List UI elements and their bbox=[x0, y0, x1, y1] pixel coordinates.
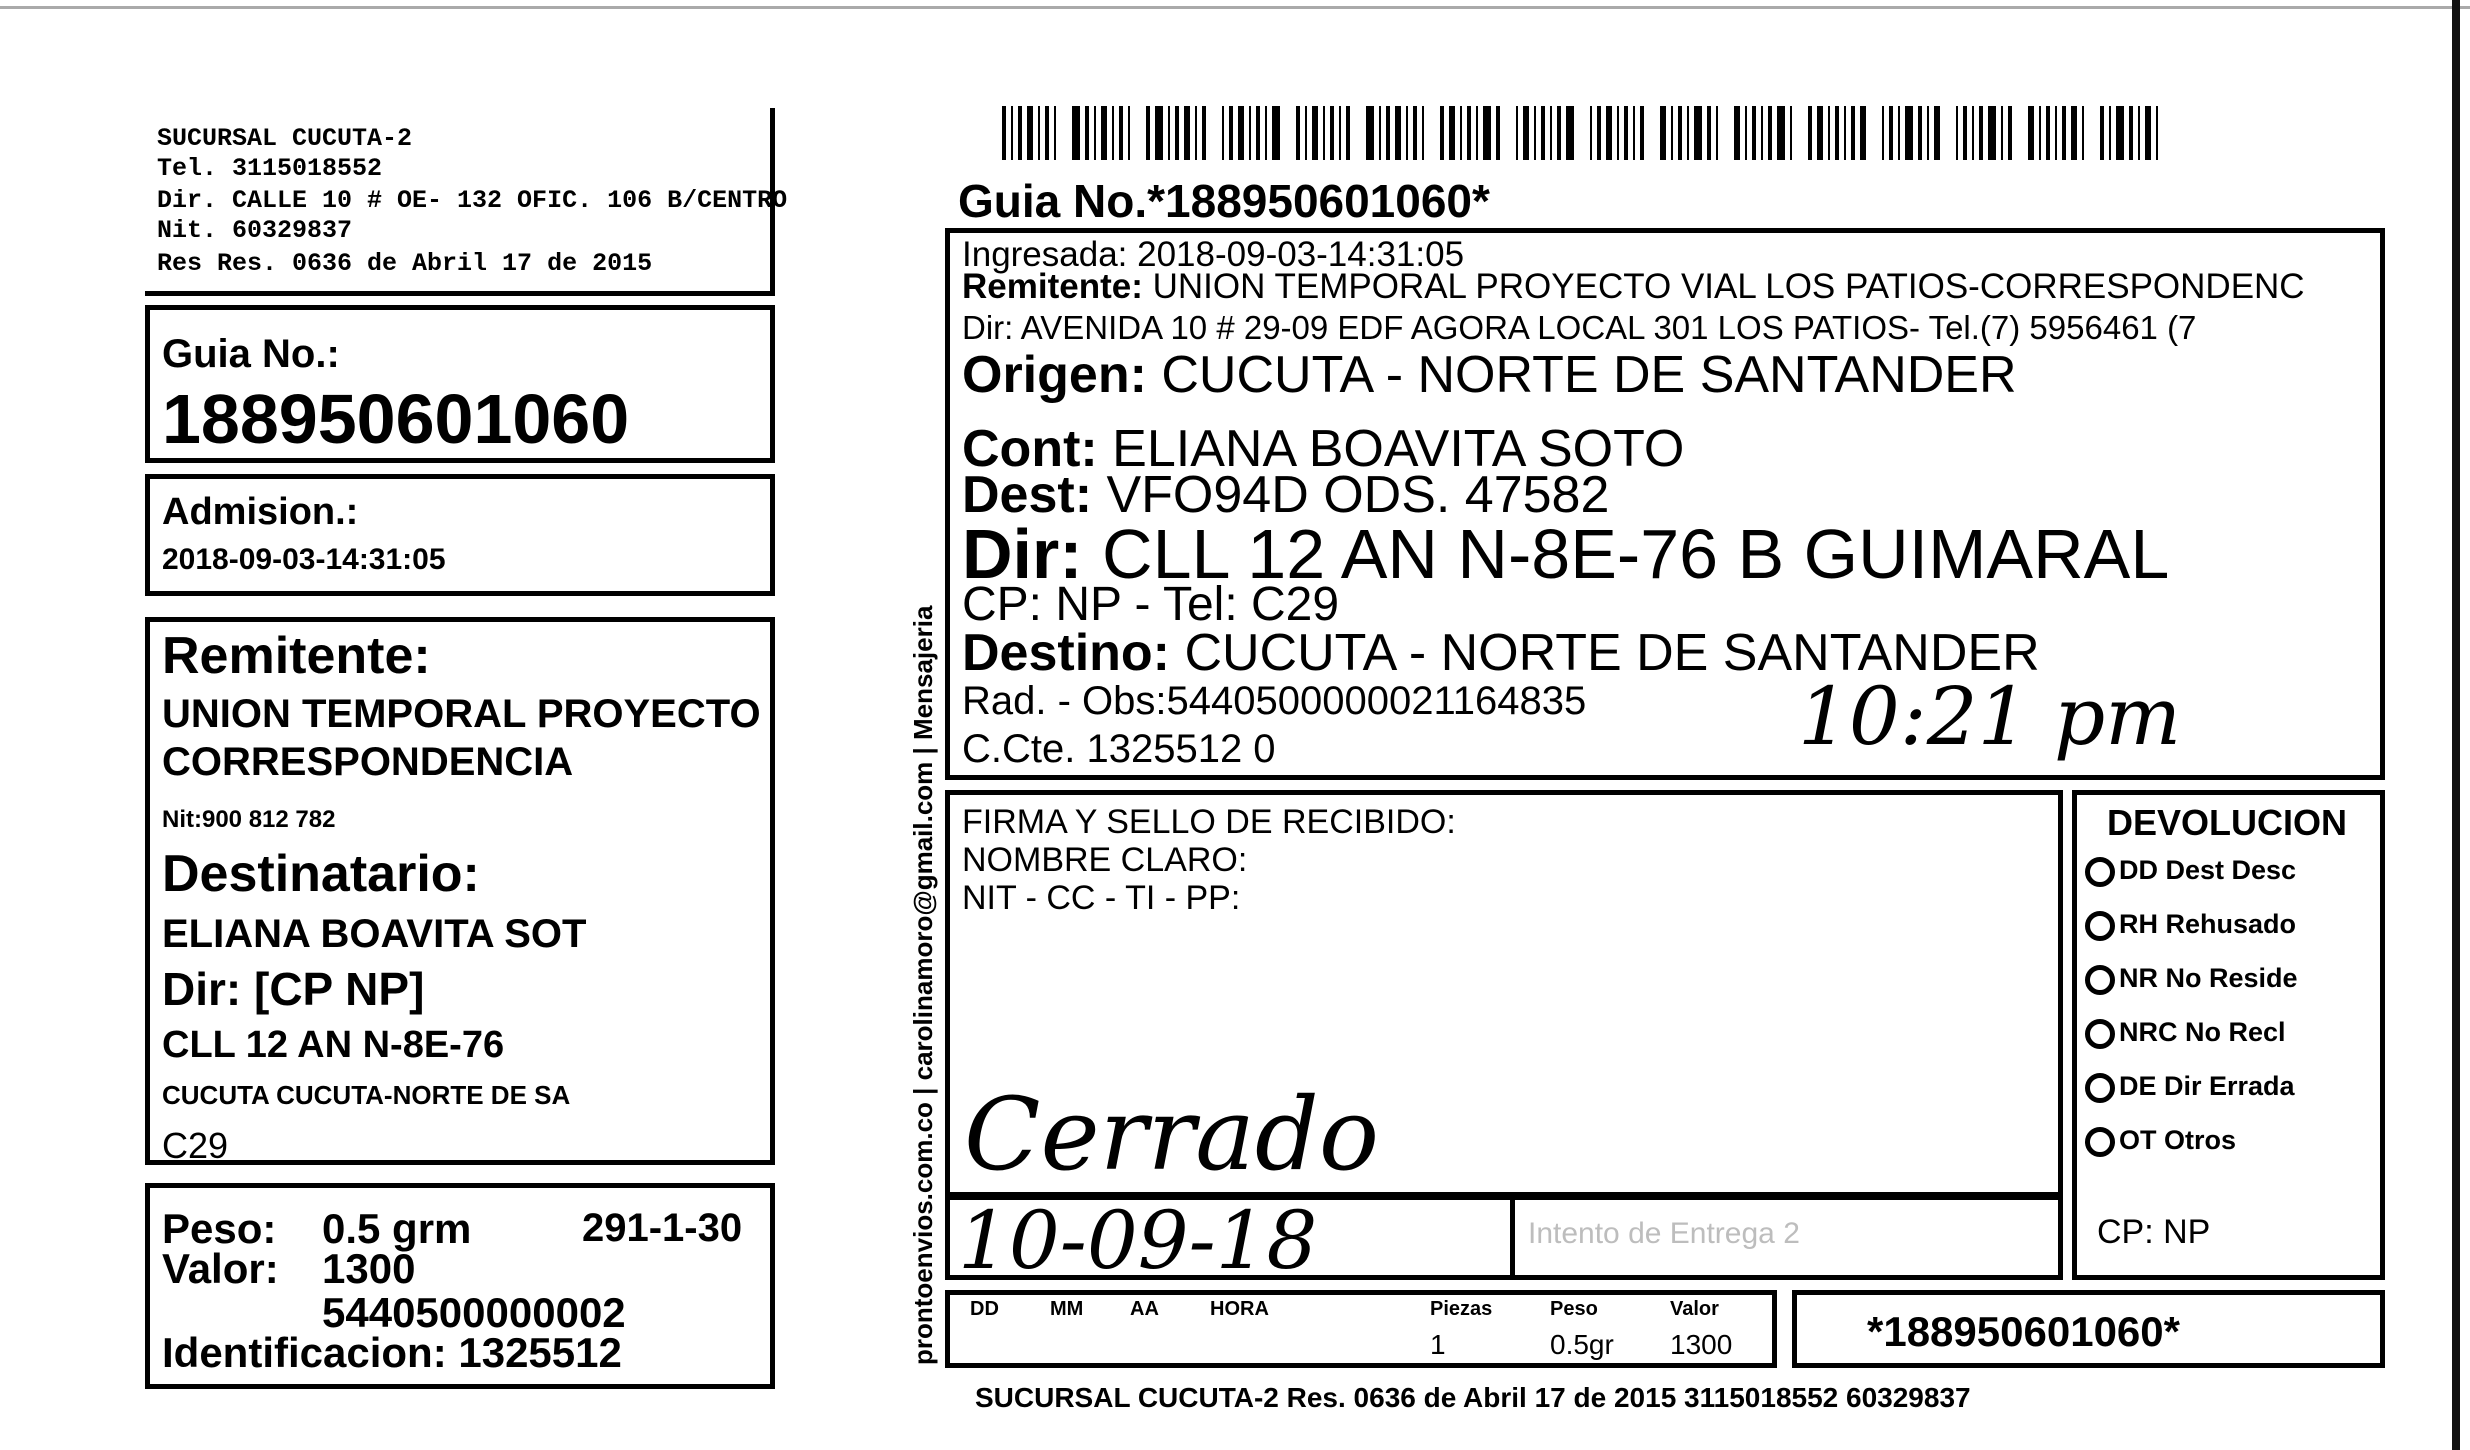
barcode-bar bbox=[1817, 106, 1823, 160]
radio-circle-icon bbox=[2085, 1019, 2115, 1049]
barcode-bar bbox=[1146, 106, 1150, 160]
admision-box bbox=[145, 474, 775, 596]
radio-circle-icon bbox=[2085, 857, 2115, 887]
barcode-bar bbox=[1624, 106, 1628, 160]
destinatario-label: Destinatario: bbox=[162, 845, 480, 903]
barcode-bar bbox=[1606, 106, 1612, 160]
delivery-table-box bbox=[945, 1290, 1777, 1368]
barcode-bar bbox=[1085, 106, 1089, 160]
origen-line bbox=[962, 346, 2017, 404]
barcode-bar bbox=[2046, 106, 2050, 160]
remitente-value-right: UNION TEMPORAL PROYECTO VIAL LOS PATIOS-CORRESPONDENC bbox=[1152, 267, 2305, 306]
radio-circle-icon bbox=[2085, 911, 2115, 941]
barcode-bar bbox=[1550, 106, 1552, 160]
remitente-address: Dir: AVENIDA 10 # 29-09 EDF AGORA LOCAL 301 LOS PATIOS- Tel.(7) 5956461 (7 bbox=[962, 309, 2197, 346]
barcode-bar bbox=[1640, 106, 1644, 160]
shipment-code: 291-1-30 bbox=[582, 1206, 743, 1250]
barcode-bar bbox=[1011, 106, 1013, 160]
barcode-bar bbox=[1175, 106, 1179, 160]
devolucion-option bbox=[2085, 963, 2298, 995]
barcode-bar bbox=[1406, 106, 1408, 160]
dest-label: Dest: bbox=[962, 466, 1093, 524]
barcode-bar bbox=[1860, 106, 1866, 160]
barcode-bar bbox=[2129, 106, 2133, 160]
barcode-number-box bbox=[1792, 1290, 2385, 1368]
barcode-bar bbox=[1195, 106, 1197, 160]
remitente-label-right: Remitente: bbox=[962, 267, 1143, 306]
barcode-bar bbox=[1184, 106, 1190, 160]
barcode-bar bbox=[1112, 106, 1114, 160]
peso-label: Peso: bbox=[162, 1205, 277, 1252]
barcode-bar bbox=[1229, 106, 1233, 160]
devolucion-option bbox=[2085, 909, 2296, 941]
scan-edge-top bbox=[0, 6, 2470, 9]
barcode-bar bbox=[2028, 106, 2034, 160]
barcode-bar bbox=[2145, 106, 2151, 160]
valor-label: Valor: bbox=[162, 1245, 279, 1292]
barcode-bar bbox=[2062, 106, 2066, 160]
barcode-bar bbox=[1889, 106, 1893, 160]
devolucion-title: DEVOLUCION bbox=[2107, 802, 2348, 843]
header-dd: DD bbox=[970, 1298, 999, 1320]
barcode-bar bbox=[1072, 106, 1080, 160]
signature-line2: NOMBRE CLARO: bbox=[962, 841, 1248, 879]
handwritten-time: 10:21 pm bbox=[1798, 670, 2182, 763]
barcode-bar bbox=[1851, 106, 1855, 160]
devolucion-option-label: DD Dest Desc bbox=[2119, 855, 2297, 885]
vertical-contact-text: prontoenvios.com.co | carolinamoro@gmail.com | Mensajeria bbox=[908, 605, 938, 1365]
branch-resolution: Res Res. 0636 de Abril 17 de 2015 bbox=[157, 249, 653, 278]
barcode-bar bbox=[1882, 106, 1884, 160]
barcode-bar bbox=[1534, 106, 1536, 160]
barcode-bar bbox=[2109, 106, 2111, 160]
destinatario-dir-label: Dir: [CP NP] bbox=[162, 963, 425, 1015]
barcode-bar bbox=[1927, 106, 1929, 160]
destinatario-tel: C29 bbox=[162, 1125, 229, 1166]
barcode-bar bbox=[1707, 106, 1711, 160]
origen-value: CUCUTA - NORTE DE SANTANDER bbox=[1161, 346, 2017, 404]
barcode-bar bbox=[1671, 106, 1673, 160]
guia-label: Guia No.: bbox=[162, 332, 340, 376]
guia-box bbox=[145, 305, 775, 463]
barcode-bar bbox=[1379, 106, 1381, 160]
scan-edge-right bbox=[2452, 0, 2460, 1450]
handwritten-cerrado: Cerrado bbox=[964, 1076, 1380, 1193]
signature-line1: FIRMA Y SELLO DE RECIBIDO: bbox=[962, 803, 1456, 841]
barcode-bar bbox=[1844, 106, 1846, 160]
barcode-bar bbox=[1272, 106, 1280, 160]
barcode-bar bbox=[1366, 106, 1374, 160]
header-hora: HORA bbox=[1210, 1298, 1269, 1320]
devolucion-option bbox=[2085, 1125, 2236, 1157]
dest-value: VFO94D ODS. 47582 bbox=[1106, 466, 1610, 524]
radio-circle-icon bbox=[2085, 965, 2115, 995]
barcode-bar bbox=[2082, 106, 2084, 160]
devolucion-option-label: NRC No Recl bbox=[2119, 1017, 2286, 1047]
barcode-bar bbox=[1828, 106, 1830, 160]
branch-tel: Tel. 3115018552 bbox=[157, 154, 383, 183]
barcode-bar bbox=[1346, 106, 1350, 160]
dest-line bbox=[962, 466, 1610, 524]
barcode-bar bbox=[1745, 106, 1747, 160]
remitente-nit: Nit:900 812 782 bbox=[162, 806, 336, 833]
valor-value: 1300 bbox=[322, 1245, 416, 1292]
barcode-bar bbox=[1202, 106, 1206, 160]
header-piezas: Piezas bbox=[1430, 1298, 1493, 1320]
barcode-bar bbox=[1768, 106, 1772, 160]
barcode-bar bbox=[1808, 106, 1812, 160]
destinatario-city: CUCUTA CUCUTA-NORTE DE SA bbox=[162, 1080, 571, 1110]
barcode-bar bbox=[1516, 106, 1518, 160]
devolucion-option-label: DE Dir Errada bbox=[2119, 1071, 2295, 1101]
barcode-bar bbox=[1557, 106, 1561, 160]
remitente-line bbox=[962, 269, 2305, 304]
branch-address: Dir. CALLE 10 # OE- 132 OFIC. 106 B/CENTRO bbox=[157, 186, 788, 215]
barcode-bar bbox=[1168, 106, 1170, 160]
barcode-bar bbox=[1460, 106, 1462, 160]
attempt-label: Intento de Entrega 2 bbox=[1528, 1217, 1800, 1250]
destino-value: CUCUTA - NORTE DE SANTANDER bbox=[1184, 624, 2040, 682]
shipment-info-box bbox=[945, 228, 2385, 780]
devolucion-option-label: RH Rehusado bbox=[2119, 909, 2297, 939]
barcode-bar bbox=[1222, 106, 1224, 160]
branch-box bbox=[145, 108, 788, 296]
barcode-bar bbox=[1835, 106, 1839, 160]
radio-circle-icon bbox=[2085, 1073, 2115, 1103]
barcode-bar bbox=[1094, 106, 1096, 160]
devolucion-cp: CP: NP bbox=[2097, 1213, 2211, 1251]
ccte-line: C.Cte. 1325512 0 bbox=[962, 727, 1276, 771]
value-valor: 1300 bbox=[1670, 1329, 1733, 1360]
barcode-bar bbox=[1038, 106, 1040, 160]
barcode-bar bbox=[1905, 106, 1913, 160]
destinatario-address: CLL 12 AN N-8E-76 bbox=[162, 1024, 505, 1066]
barcode-bar bbox=[2055, 106, 2057, 160]
barcode-bar bbox=[1312, 106, 1318, 160]
admision-label: Admision.: bbox=[162, 491, 359, 533]
header-mm: MM bbox=[1050, 1298, 1084, 1320]
radio-circle-icon bbox=[2085, 1127, 2115, 1157]
barcode-bar bbox=[2138, 106, 2140, 160]
destino-label: Destino: bbox=[962, 624, 1170, 682]
value-peso: 0.5gr bbox=[1550, 1329, 1614, 1360]
signature-line3: NIT - CC - TI - PP: bbox=[962, 879, 1241, 917]
barcode-bar bbox=[1054, 106, 1056, 160]
cp-tel-line: CP: NP - Tel: C29 bbox=[962, 578, 1340, 631]
header-peso: Peso bbox=[1550, 1298, 1598, 1320]
origen-label: Origen: bbox=[962, 346, 1147, 404]
barcode-bar bbox=[1790, 106, 1792, 160]
barcode-bar bbox=[1119, 106, 1123, 160]
barcode-bar bbox=[1972, 106, 1974, 160]
barcode-bar bbox=[1617, 106, 1619, 160]
barcode-bar bbox=[2001, 106, 2003, 160]
reference-number: 5440500000002 bbox=[322, 1289, 626, 1336]
cont-value: ELIANA BOAVITA SOTO bbox=[1112, 420, 1685, 478]
handwritten-date: 10-09-18 bbox=[958, 1194, 1318, 1287]
attempt-divider bbox=[1510, 1197, 1515, 1275]
barcode-bar bbox=[1386, 106, 1390, 160]
devolucion-option bbox=[2085, 1017, 2286, 1049]
barcode-bar bbox=[1018, 106, 1022, 160]
barcode-bar bbox=[1467, 106, 1471, 160]
remitente-line1: UNION TEMPORAL PROYECTO bbox=[162, 692, 761, 736]
barcode-bar bbox=[1449, 106, 1455, 160]
branch-name: SUCURSAL CUCUTA-2 bbox=[157, 124, 413, 153]
barcode-number: *188950601060* bbox=[1867, 1308, 2180, 1355]
barcode-bar bbox=[1678, 106, 1682, 160]
remitente-line2: CORRESPONDENCIA bbox=[162, 740, 574, 784]
footer-text: SUCURSAL CUCUTA-2 Res. 0636 de Abril 17 de 2015 3115018552 60329837 bbox=[975, 1382, 1971, 1413]
barcode-bar bbox=[1956, 106, 1958, 160]
barcode-bar bbox=[1265, 106, 1267, 160]
barcode-bar bbox=[1963, 106, 1967, 160]
dir-label: Dir: bbox=[962, 515, 1083, 593]
barcode-bar bbox=[2116, 106, 2124, 160]
barcode-bar bbox=[1305, 106, 1307, 160]
barcode-bar bbox=[1934, 106, 1940, 160]
cont-label: Cont: bbox=[962, 420, 1098, 478]
barcode-bar bbox=[1330, 106, 1334, 160]
barcode-top bbox=[1002, 106, 2162, 160]
barcode-bar bbox=[2100, 106, 2104, 160]
barcode-bar bbox=[1979, 106, 1983, 160]
destinatario-name: ELIANA BOAVITA SOT bbox=[162, 912, 587, 956]
barcode-bar bbox=[1777, 106, 1785, 160]
barcode-bar bbox=[1339, 106, 1341, 160]
barcode-bar bbox=[1476, 106, 1478, 160]
ingresada: Ingresada: 2018-09-03-14:31:05 bbox=[962, 235, 1465, 274]
barcode-bar bbox=[1413, 106, 1417, 160]
barcode-bar bbox=[1590, 106, 1592, 160]
peso-value: 0.5 grm bbox=[322, 1205, 472, 1252]
barcode-bar bbox=[1496, 106, 1500, 160]
barcode-bar bbox=[1752, 106, 1756, 160]
admision-datetime: 2018-09-03-14:31:05 bbox=[162, 543, 446, 576]
barcode-bar bbox=[2039, 106, 2041, 160]
barcode-bar bbox=[1761, 106, 1763, 160]
dir-value: CLL 12 AN N-8E-76 B GUIMARAL bbox=[1102, 515, 2170, 593]
barcode-bar bbox=[2071, 106, 2077, 160]
parties-box bbox=[145, 617, 775, 1165]
value-piezas: 1 bbox=[1430, 1329, 1446, 1360]
devolucion-option bbox=[2085, 1071, 2295, 1103]
barcode-bar bbox=[1660, 106, 1666, 160]
barcode-bar bbox=[1238, 106, 1244, 160]
barcode-bar bbox=[1027, 106, 1033, 160]
barcode-bar bbox=[1155, 106, 1163, 160]
weights-box bbox=[145, 1183, 775, 1389]
barcode-bar bbox=[1694, 106, 1702, 160]
devolucion-option bbox=[2085, 855, 2296, 887]
barcode-bar bbox=[1898, 106, 1900, 160]
barcode-bar bbox=[1988, 106, 1996, 160]
barcode-bar bbox=[1256, 106, 1260, 160]
barcode-bar bbox=[1101, 106, 1107, 160]
barcode-bar bbox=[1002, 106, 1006, 160]
barcode-bar bbox=[1045, 106, 1049, 160]
barcode-bar bbox=[1483, 106, 1491, 160]
barcode-bar bbox=[2156, 106, 2158, 160]
barcode-bar bbox=[1323, 106, 1325, 160]
signature-box bbox=[945, 790, 2063, 1200]
barcode-bar bbox=[1633, 106, 1635, 160]
devolucion-option-label: OT Otros bbox=[2119, 1125, 2237, 1155]
barcode-bar bbox=[1395, 106, 1401, 160]
barcode-bar bbox=[1541, 106, 1545, 160]
barcode-bar bbox=[1734, 106, 1740, 160]
barcode-bar bbox=[1716, 106, 1718, 160]
barcode-bar bbox=[1249, 106, 1251, 160]
guia-barcode-text: Guia No.*188950601060* bbox=[958, 175, 1490, 227]
barcode-bar bbox=[1918, 106, 1922, 160]
barcode-bar bbox=[1440, 106, 1444, 160]
barcode-bar bbox=[1523, 106, 1529, 160]
barcode-bar bbox=[1422, 106, 1424, 160]
barcode-bar bbox=[1597, 106, 1601, 160]
barcode-bar bbox=[1687, 106, 1689, 160]
devolucion-box bbox=[2072, 790, 2385, 1280]
barcode-bar bbox=[2008, 106, 2012, 160]
header-aa: AA bbox=[1130, 1298, 1159, 1320]
remitente-label: Remitente: bbox=[162, 627, 431, 685]
devolucion-option-label: NR No Reside bbox=[2119, 963, 2298, 993]
guia-number: 188950601060 bbox=[162, 380, 630, 458]
rad-obs-line: Rad. - Obs:5440500000021164835 bbox=[962, 679, 1587, 723]
attempt-row-box bbox=[945, 1192, 2063, 1287]
branch-nit: Nit. 60329837 bbox=[157, 216, 353, 245]
identificacion: Identificacion: 1325512 bbox=[162, 1329, 622, 1376]
barcode-bar bbox=[1128, 106, 1130, 160]
header-valor: Valor bbox=[1670, 1298, 1719, 1320]
barcode-bar bbox=[1566, 106, 1574, 160]
barcode-bar bbox=[1296, 106, 1300, 160]
